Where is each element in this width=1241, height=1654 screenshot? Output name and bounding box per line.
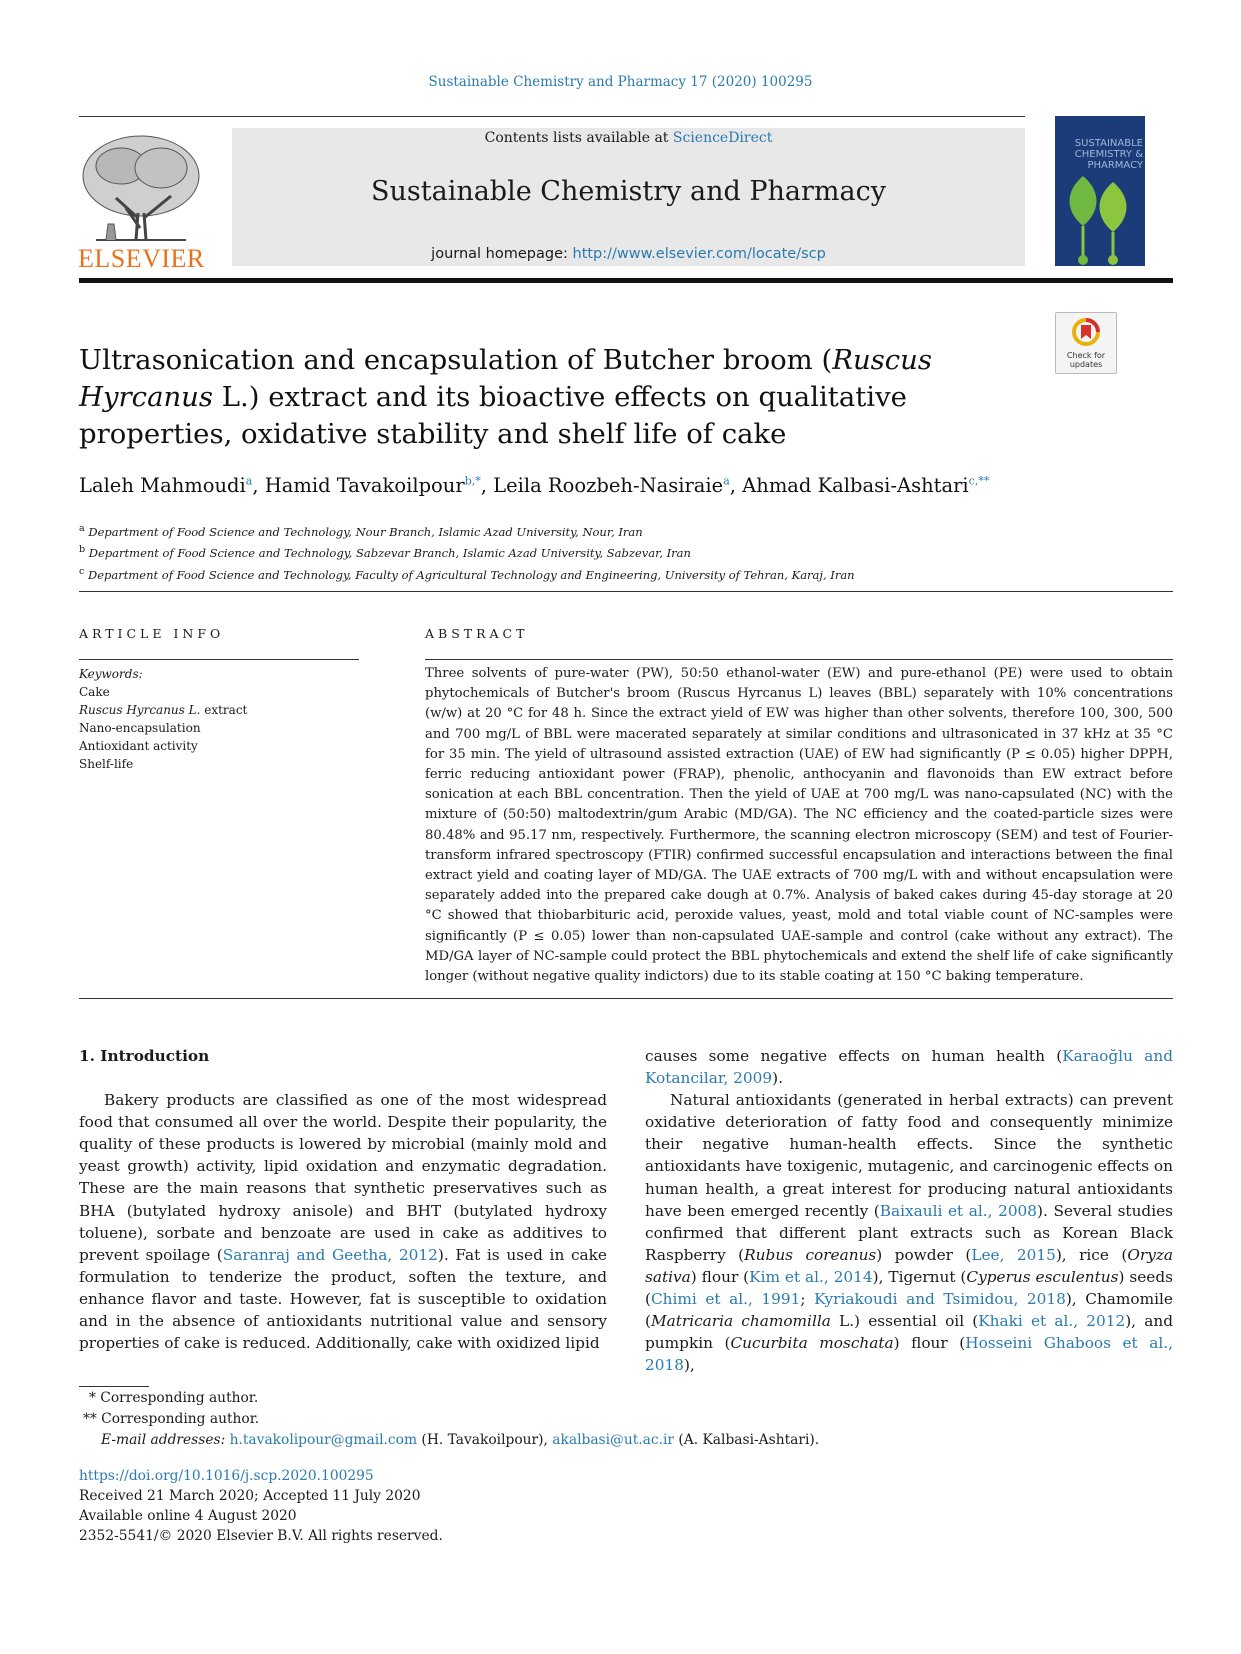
author-name[interactable]: Ahmad Kalbasi-Ashtari <box>742 474 969 497</box>
affiliation <box>79 520 1079 541</box>
paragraph-text: ; <box>800 1290 815 1309</box>
affiliation-sup: b <box>79 544 86 556</box>
article-info-label: ARTICLE INFO <box>79 626 225 641</box>
homepage-prefix: journal homepage: <box>431 246 573 262</box>
elsevier-wordmark: ELSEVIER <box>78 244 205 273</box>
doi-link[interactable]: https://doi.org/10.1016/j.scp.2020.100295 <box>79 1468 374 1484</box>
affiliation-sup: c <box>79 565 85 577</box>
paragraph-text: ), and pumpkin ( <box>645 1312 1173 1353</box>
body-paragraph <box>645 1045 1173 1089</box>
journal-name: Sustainable Chemistry and Pharmacy <box>371 176 886 207</box>
author-affil-sup[interactable]: a <box>723 474 730 488</box>
paragraph-text: ). Fat is used in cake formulation to tenderize the product, soften the texture, and enhance flavor and taste. However, fat is susceptible to oxidation and in the absence of antioxidants nutritional value and sensory properties of cake is reduced. Additionally, cake with oxidized lipid <box>79 1245 607 1353</box>
abstract-rule <box>425 659 1173 660</box>
section-heading: 1. Introduction <box>79 1047 210 1065</box>
email-label: E-mail addresses: <box>101 1432 230 1448</box>
affiliation-sup: a <box>79 523 85 534</box>
abstract-bottom-rule <box>79 998 1173 999</box>
contents-prefix: Contents lists available at <box>484 130 673 146</box>
keyword-item: Antioxidant activity <box>79 739 198 753</box>
author-name[interactable]: Laleh Mahmoudi <box>79 474 246 497</box>
abstract-label: ABSTRACT <box>425 626 529 641</box>
article-info-rule <box>79 659 359 660</box>
check-for-updates-button[interactable] <box>1055 312 1117 374</box>
masthead-thick-rule <box>79 278 1173 283</box>
title-part-1: Ultrasonication and encapsulation of Butcher broom ( <box>79 344 833 376</box>
copyright: 2352-5541/© 2020 Elsevier B.V. All rights reserved. <box>79 1528 443 1544</box>
paragraph-text: L.) essential oil ( <box>830 1312 979 1331</box>
keywords-block <box>79 665 359 773</box>
email-link[interactable]: h.tavakolipour@gmail.com <box>229 1432 418 1448</box>
affiliation-text: Department of Food Science and Technology, Faculty of Agricultural Technology and Engineering, University of Tehran, Karaj, Iran <box>88 567 855 582</box>
header-rule <box>79 116 1025 117</box>
email-owner: (H. Tavakoilpour), <box>417 1432 553 1448</box>
author-list: Laleh Mahmoudi$^a$, Hamid Tavakoilpour$^{b,*}$, Leila Roozbeh-Nasiraie$^a$, Ahmad Kalbasi-Ashtari$^{c,**}$ <box>79 474 990 497</box>
species-name: Matricaria chamomilla <box>650 1312 831 1331</box>
paragraph-text: ), Tigernut ( <box>872 1267 967 1286</box>
citation-link[interactable]: Khaki et al., 2012 <box>978 1312 1126 1331</box>
keyword-item: Cake <box>79 685 110 699</box>
paragraph-text: causes some negative effects on human health ( <box>645 1047 1063 1065</box>
journal-cover-image <box>1055 116 1145 266</box>
affiliation-rule <box>79 591 1173 592</box>
citation-link[interactable]: Kyriakoudi and Tsimidou, 2018 <box>814 1290 1066 1309</box>
paragraph-text: Natural antioxidants (generated in herbal extracts) can prevent oxidative deterioration of fatty food and consequently minimize their negative human-health effects. Since the synthetic antioxidants have toxigenic, mutagenic, and carcinogenic effects on human health, a great interest for producing natural antioxidants have been emerged recently ( <box>645 1091 1173 1220</box>
footnote-corresponding: ** Corresponding author. <box>83 1411 260 1427</box>
paragraph-text: ). Several studies confirmed that different plant extracts such as Korean Black Raspberry ( <box>645 1201 1174 1264</box>
footnote-emails <box>79 1430 1079 1451</box>
paragraph-text: ). <box>772 1069 783 1088</box>
affiliation <box>79 563 1079 584</box>
homepage-line <box>232 246 1025 262</box>
species-name: Cyperus esculentus <box>966 1267 1119 1286</box>
footnote-rule <box>79 1386 149 1387</box>
species-name: Rubus coreanus <box>744 1245 877 1264</box>
contents-line <box>232 130 1025 146</box>
paragraph-text: ) powder ( <box>876 1245 972 1264</box>
keyword-item: Shelf-life <box>79 757 134 771</box>
author-name[interactable]: Hamid Tavakoilpour <box>264 474 465 497</box>
paragraph-text: Bakery products are classified as one of the most widespread food that consumed all over the world. Despite their popularity, the quality of these products is lowered by microbial (mainly mold and yeast growth) activity, lipid oxidation and enzymatic degradation. These are the main reasons that synthetic preservatives such as BHA (butylated hydroxy anisole) and BHT (butylated hydroxy toluene), sorbate and benzoate are used in cake as additives to prevent spoilage ( <box>79 1091 607 1264</box>
paragraph-text: ), <box>683 1356 695 1375</box>
affiliation-text: Department of Food Science and Technology, Nour Branch, Islamic Azad University, Nour, Iran <box>88 524 643 539</box>
check-updates-label: Check for updates <box>1066 351 1106 369</box>
homepage-link[interactable]: http://www.elsevier.com/locate/scp <box>572 246 826 262</box>
affiliations <box>79 520 1079 584</box>
citation-link[interactable]: Chimi et al., 1991 <box>650 1290 801 1309</box>
body-column-left <box>79 1045 607 1354</box>
body-paragraph <box>79 1089 607 1354</box>
paragraph-text: ) flour ( <box>690 1267 750 1286</box>
citation-link[interactable]: Kim et al., 2014 <box>749 1267 873 1286</box>
email-link[interactable]: akalbasi@ut.ac.ir <box>552 1432 674 1448</box>
footnote-corresponding: * Corresponding author. <box>89 1390 259 1406</box>
abstract-text: Three solvents of pure-water (PW), 50:50 ethanol-water (EW) and pure-ethanol (PE) were used to obtain phytochemicals of Butcher's broom (Ruscus Hyrcanus L) leaves (BBL) separately with 10% concentrations (w/w) at 20 °C for 48 h. Since the extract yield of EW was higher than other solvents, therefore 100, 300, 500 and 700 mg/L of BBL were macerated separately at similar conditions and ultrasonicated in 37 kHz at 35 °C for 35 min. The yield of ultrasound assisted extraction (UAE) of EW had significantly (P ≤ 0.05) higher DPPH, ferric reducing antioxidant power (FRAP), phenolic, anthocyanin and flavonoids than EW extract before sonication at each BBL concentration. Then the yield of UAE at 700 mg/L was nano-capsulated (NC) with the mixture of (50:50) maltodextrin/gum Arabic (MD/GA). The NC efficiency and the coated-particle sizes were 80.48% and 95.17 nm, respectively. Furthermore, the scanning electron microscopy (SEM) and test of Fourier-transform infrared spectroscopy (FTIR) confirmed successful encapsulation and interactions between the final extract yield and coating layer of MD/GA. The UAE extracts of 700 mg/L with and without encapsulation were separately added into the prepared cake dough at 0.7%. Analysis of baked cakes during 45-day storage at 20 °C showed that thiobarbituric acid, peroxide values, yeast, mold and total viable count of NC-samples were significantly (P ≤ 0.05) lower than non-capsulated UAE-sample and control (cake without any extract). The MD/GA layer of NC-sample could protect the BBL phytochemicals and extend the shelf life of cake significantly longer (without negative quality indictors) due to its stable coating at 150 °C baking temperature. <box>425 666 1173 985</box>
author-affil-sup[interactable]: a <box>245 474 253 488</box>
species-name: Oryza sativa <box>645 1245 1174 1286</box>
email-owner: (A. Kalbasi-Ashtari). <box>674 1432 820 1448</box>
title-italic-species: Ruscus Hyrcanus <box>79 344 932 413</box>
footnotes <box>79 1388 1079 1451</box>
check-updates-icon <box>1071 317 1101 349</box>
affiliation <box>79 541 1079 562</box>
journal-masthead <box>232 128 1025 266</box>
citation-link[interactable]: Saranraj and Geetha, 2012 <box>222 1245 438 1264</box>
citation-link[interactable]: Lee, 2015 <box>971 1245 1056 1264</box>
body-paragraph <box>645 1089 1173 1376</box>
citation-link[interactable]: Hosseini Ghaboos et al., 2018 <box>645 1334 1173 1375</box>
available-date: Available online 4 August 2020 <box>79 1508 297 1524</box>
publication-info <box>79 1466 679 1546</box>
citation-link[interactable]: Baixauli et al., 2008 <box>879 1201 1038 1220</box>
sciencedirect-link[interactable]: ScienceDirect <box>672 130 773 146</box>
running-head[interactable]: Sustainable Chemistry and Pharmacy 17 (2020) 100295 <box>428 74 813 90</box>
body-column-right <box>645 1045 1173 1376</box>
title-part-2: L.) extract and its bioactive effects on qualitative properties, oxidative stability and shelf life of cake <box>79 381 907 450</box>
cover-title: SUSTAINABLE CHEMISTRY & PHARMACY <box>1074 138 1143 171</box>
keyword-item: Nano-encapsulation <box>79 721 201 735</box>
keyword-item: Ruscus Hyrcanus L. extract <box>79 703 248 717</box>
paragraph-text: ), Chamomile ( <box>645 1290 1173 1331</box>
received-dates: Received 21 March 2020; Accepted 11 July 2020 <box>79 1488 421 1504</box>
keywords-heading: Keywords: <box>79 667 143 681</box>
paragraph-text: ) flour ( <box>893 1334 966 1353</box>
citation-link[interactable]: Karaoğlu and Kotancilar, 2009 <box>645 1047 1173 1088</box>
paragraph-text: ) seeds ( <box>645 1267 1173 1309</box>
article-title <box>79 342 1039 453</box>
author-affil-sup[interactable]: c,** <box>968 474 990 488</box>
cover-leaf-icon <box>1055 166 1145 266</box>
species-name: Cucurbita moschata <box>730 1334 894 1353</box>
paragraph-text: ), rice ( <box>1055 1245 1128 1264</box>
author-affil-sup[interactable]: b,* <box>464 474 481 488</box>
author-name[interactable]: Leila Roozbeh-Nasiraie <box>493 474 724 497</box>
affiliation-text: Department of Food Science and Technology, Sabzevar Branch, Islamic Azad University, Sabzevar, Iran <box>88 546 691 561</box>
